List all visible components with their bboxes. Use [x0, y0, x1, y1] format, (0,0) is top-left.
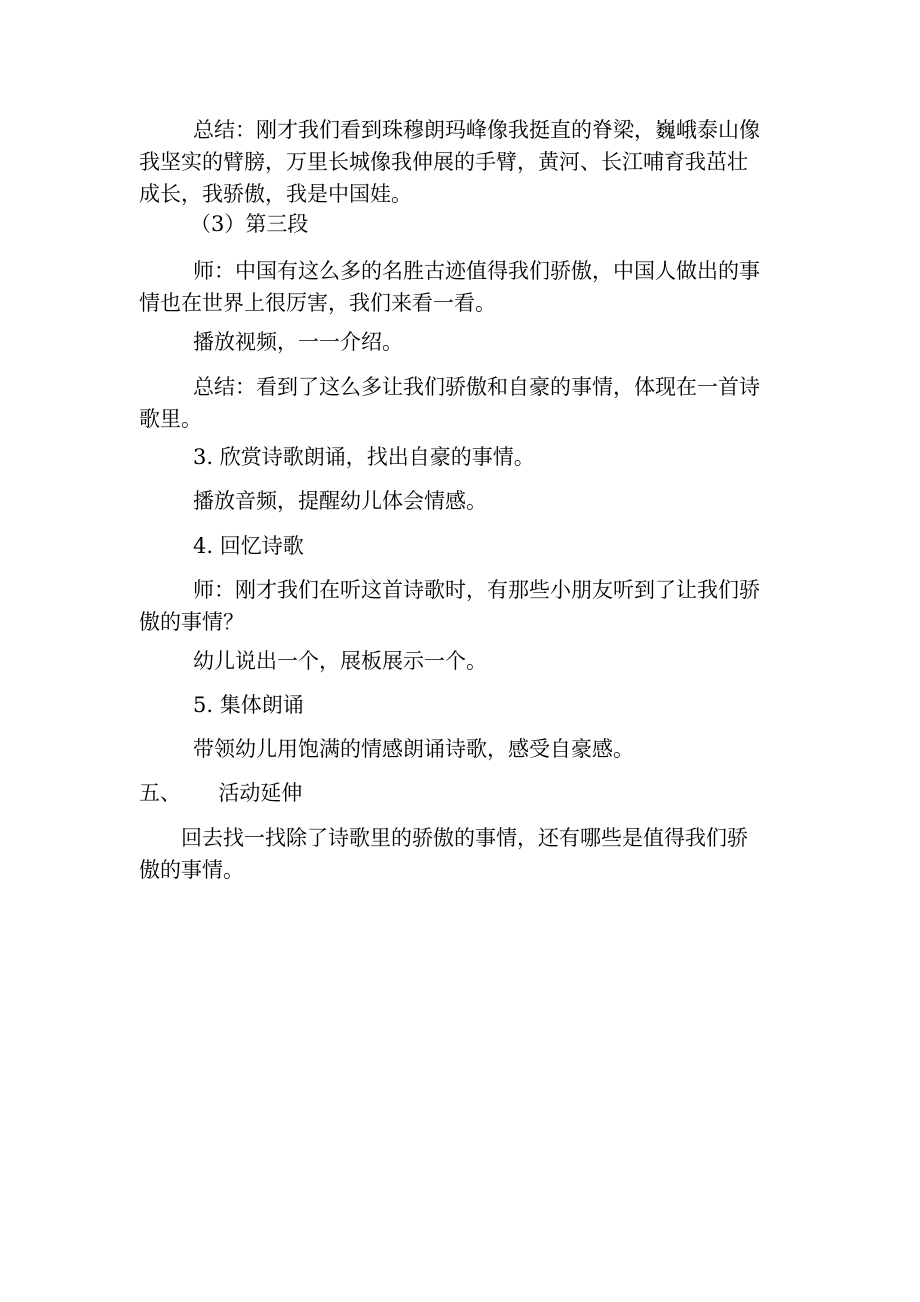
teacher-question-paragraph — [139, 574, 760, 638]
section-five-heading — [139, 777, 302, 809]
text-line: 师：刚才我们在听这首诗歌时，有那些小朋友听到了让我们骄 — [193, 578, 760, 602]
text-line: 傲的事情。 — [139, 858, 244, 882]
section-3-heading: （3）第三段 — [190, 212, 309, 236]
section-title: 活动延伸 — [218, 781, 303, 805]
text-line: 我坚实的臂膀，万里长城像我伸展的手臂，黄河、长江哺育我茁壮 — [139, 150, 748, 174]
section-number: 五、 — [139, 781, 181, 805]
text-line: 总结：看到了这么多让我们骄傲和自豪的事情，体现在一首诗 — [193, 375, 760, 399]
extension-paragraph — [139, 822, 748, 886]
text-line: 歌里。 — [139, 407, 202, 431]
step-4-heading: 4. 回忆诗歌 — [193, 534, 304, 558]
teacher-intro-paragraph — [139, 255, 760, 319]
text-line: 回去找一找除了诗歌里的骄傲的事情，还有哪些是值得我们骄 — [181, 826, 748, 850]
children-say-paragraph: 幼儿说出一个，展板展示一个。 — [193, 649, 487, 673]
play-audio-paragraph: 播放音频，提醒幼儿体会情感。 — [193, 489, 487, 513]
text-line: 总结：刚才我们看到珠穆朗玛峰像我挺直的脊梁，巍峨泰山像 — [193, 118, 760, 142]
text-line: 成长，我骄傲，我是中国娃。 — [139, 182, 412, 206]
text-line: 师：中国有这么多的名胜古迹值得我们骄傲，中国人做出的事 — [193, 259, 760, 283]
play-video-paragraph: 播放视频，一一介绍。 — [193, 330, 403, 354]
step-3-heading: 3. 欣赏诗歌朗诵，找出自豪的事情。 — [193, 445, 535, 469]
summary-paragraph-poem — [139, 371, 760, 435]
text-line: 情也在世界上很厉害，我们来看一看。 — [139, 291, 496, 315]
lead-recital-paragraph: 带领幼儿用饱满的情感朗诵诗歌，感受自豪感。 — [193, 737, 634, 761]
summary-paragraph-landmarks — [139, 114, 760, 210]
step-5-heading: 5. 集体朗诵 — [193, 693, 304, 717]
text-line: 傲的事情？ — [139, 610, 244, 634]
